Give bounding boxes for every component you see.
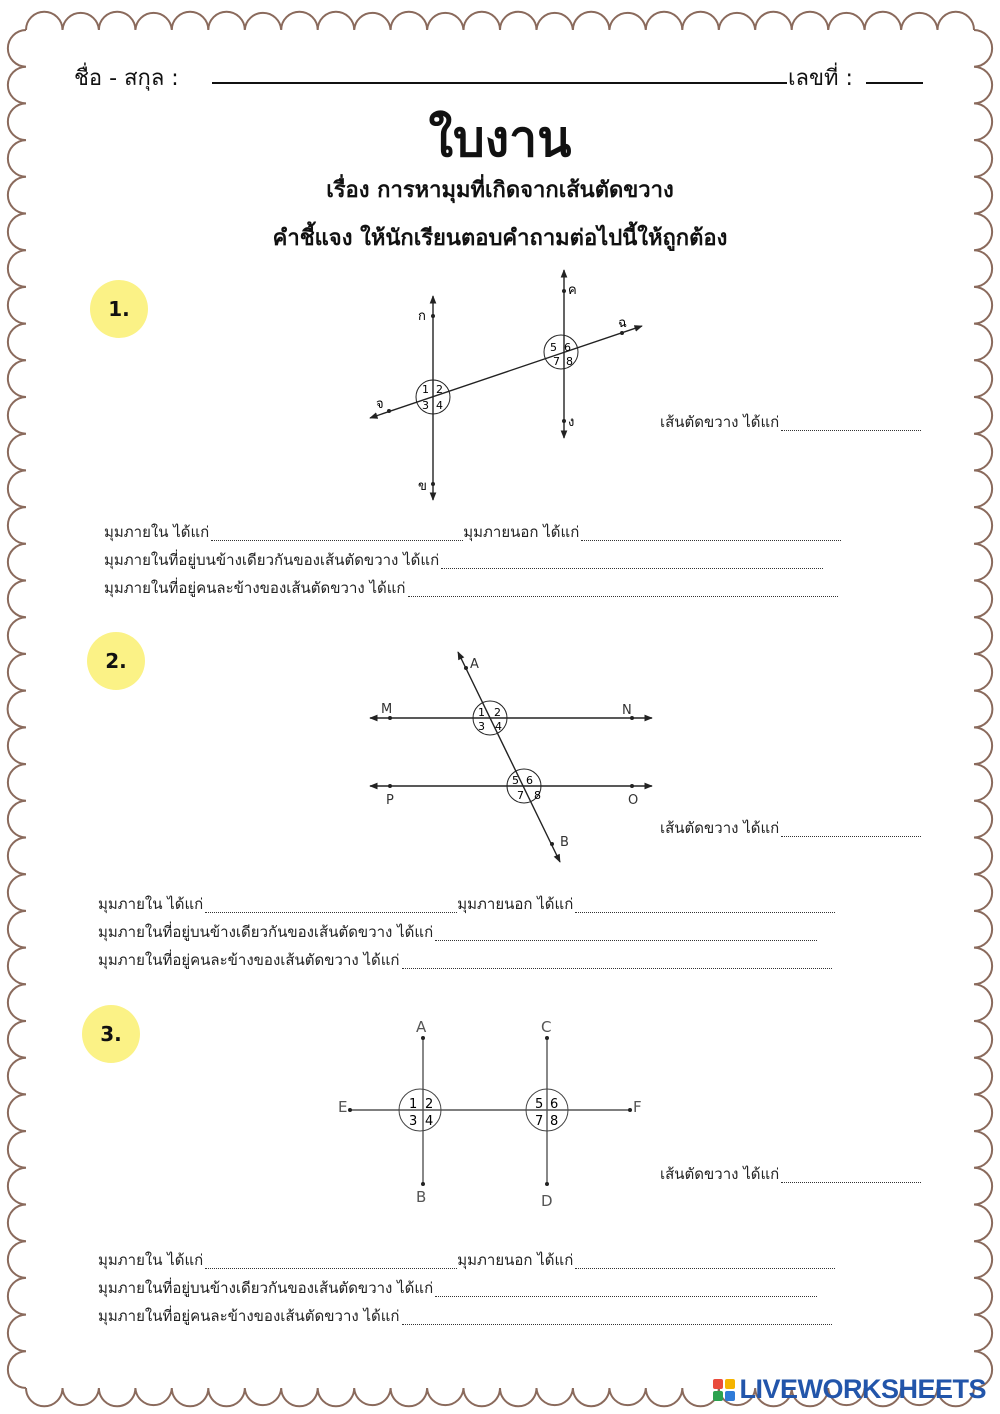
question-number-badge: 1. <box>90 280 148 338</box>
brand-text: LIVEWORKSHEETS <box>739 1374 986 1404</box>
point-label: N <box>622 703 632 718</box>
point-label: E <box>338 1098 348 1116</box>
point-label: D <box>541 1192 553 1210</box>
alternate-answer-row[interactable]: มุมภายในที่อยู่คนละข้างของเส้นตัดขวาง ได้แก่ <box>98 1304 832 1328</box>
svg-text:6: 6 <box>550 1097 559 1112</box>
transversal-answer-row[interactable]: เส้นตัดขวาง ได้แก่ <box>660 1162 921 1186</box>
svg-text:1: 1 <box>478 706 485 719</box>
point-label: P <box>386 793 394 808</box>
svg-text:1: 1 <box>409 1097 418 1112</box>
point-label: F <box>633 1098 642 1116</box>
interior-label: มุมภายใน ได้แก่ <box>104 523 210 541</box>
transversal-label: เส้นตัดขวาง ได้แก่ <box>660 413 780 431</box>
svg-text:4: 4 <box>495 720 502 733</box>
svg-text:8: 8 <box>534 789 541 802</box>
point-label: จ <box>376 397 384 412</box>
same-side-label: มุมภายในที่อยู่บนข้างเดียวกันของเส้นตัดขวาง ได้แก่ <box>104 551 440 569</box>
point-label: ก <box>418 309 426 324</box>
svg-text:4: 4 <box>425 1114 434 1129</box>
point-label: C <box>541 1018 552 1036</box>
point-label: B <box>560 835 569 850</box>
alternate-answer-row[interactable]: มุมภายในที่อยู่คนละข้างของเส้นตัดขวาง ได้แก่ <box>98 948 832 972</box>
svg-text:3: 3 <box>409 1114 418 1129</box>
interior-answer-row[interactable]: มุมภายใน ได้แก่ มุมภายนอก ได้แก่ <box>98 892 835 916</box>
page-subtitle: เรื่อง การหามุมที่เกิดจากเส้นตัดขวาง <box>326 178 674 203</box>
same-side-answer-row[interactable]: มุมภายในที่อยู่บนข้างเดียวกันของเส้นตัดขวาง ได้แก่ <box>98 920 817 944</box>
liveworksheets-logo[interactable] <box>713 1374 986 1405</box>
angle-label: 7 <box>553 355 560 368</box>
point-label: O <box>628 793 639 808</box>
transversal-answer-row[interactable]: เส้นตัดขวาง ได้แก่ <box>660 816 921 840</box>
angle-label: 1 <box>422 383 429 396</box>
point-label: B <box>416 1188 427 1206</box>
point-label: ข <box>418 479 427 494</box>
point-label: A <box>470 657 479 672</box>
angle-label: 4 <box>436 399 443 412</box>
point-label: ค <box>568 283 577 298</box>
svg-text:3: 3 <box>478 720 485 733</box>
page-title: ใบงาน <box>428 110 572 168</box>
svg-text:7: 7 <box>535 1114 544 1129</box>
angle-label: 5 <box>550 341 557 354</box>
angle-label: 8 <box>566 355 573 368</box>
question-number-badge: 2. <box>87 632 145 690</box>
interior-answer-row[interactable]: มุมภายใน ได้แก่ มุมภายนอก ได้แก่ <box>98 1248 835 1272</box>
number-label: เลขที่ : <box>788 66 853 91</box>
angle-label: 6 <box>564 341 571 354</box>
point-label: ง <box>568 415 575 430</box>
angle-label: 2 <box>436 383 443 396</box>
svg-text:5: 5 <box>535 1097 544 1112</box>
exterior-label: มุมภายนอก ได้แก่ <box>463 523 580 541</box>
svg-text:8: 8 <box>550 1114 559 1129</box>
instruction: คำชี้แจง ให้นักเรียนตอบคำถามต่อไปนี้ให้ถูกต้อง <box>272 226 728 251</box>
same-side-answer-row[interactable]: มุมภายในที่อยู่บนข้างเดียวกันของเส้นตัดขวาง ได้แก่ <box>98 1276 817 1300</box>
angle-label: 3 <box>422 399 429 412</box>
svg-text:2: 2 <box>494 706 501 719</box>
svg-text:7: 7 <box>517 789 524 802</box>
point-label: ฉ <box>618 316 627 331</box>
svg-text:6: 6 <box>526 774 533 787</box>
logo-icon <box>713 1379 735 1401</box>
question-number-badge: 3. <box>82 1005 140 1063</box>
point-label: A <box>416 1018 427 1036</box>
point-label: M <box>381 702 393 717</box>
alternate-label: มุมภายในที่อยู่คนละข้างของเส้นตัดขวาง ได้แก่ <box>104 579 406 597</box>
svg-text:2: 2 <box>425 1097 434 1112</box>
svg-text:5: 5 <box>512 774 519 787</box>
name-label: ชื่อ - สกุล : <box>74 66 179 91</box>
